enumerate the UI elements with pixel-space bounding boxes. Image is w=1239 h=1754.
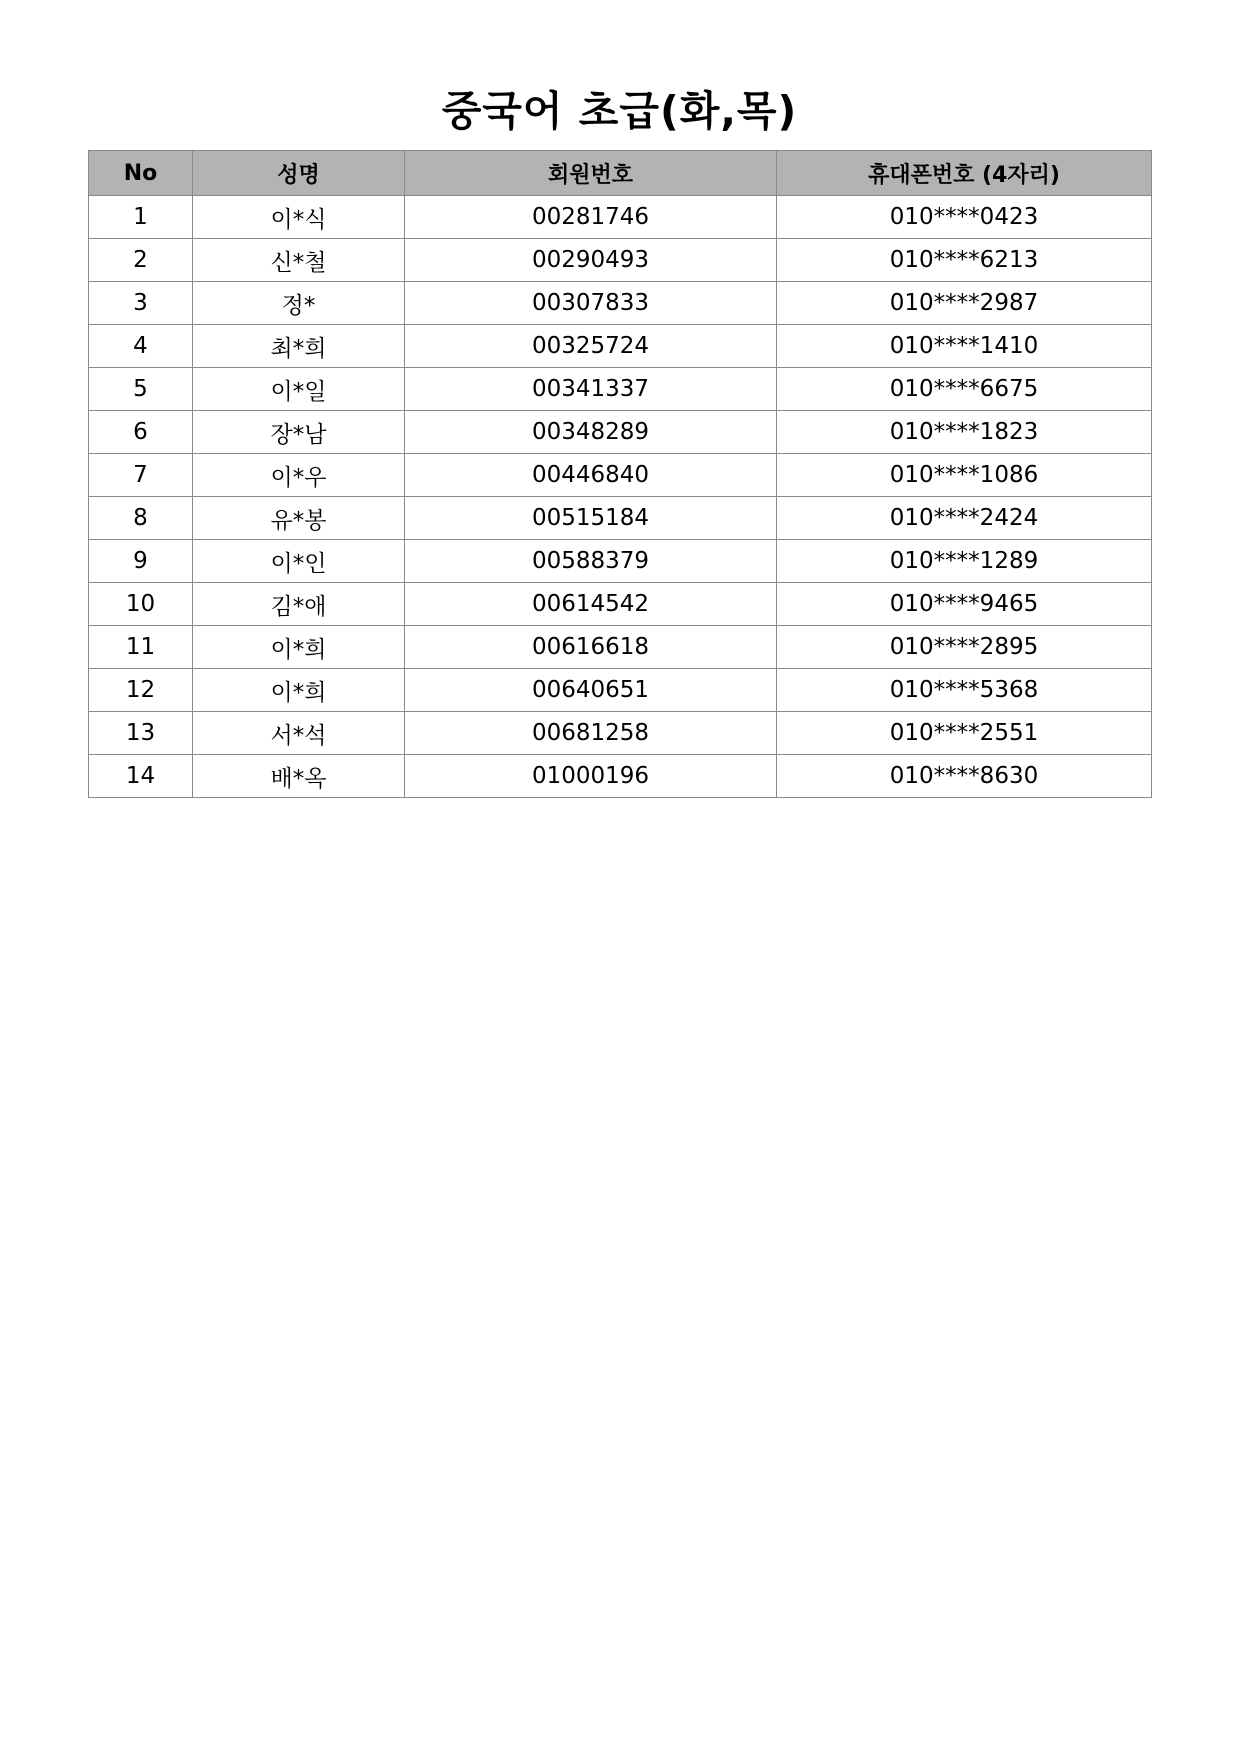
cell-phone: 010****1410: [777, 325, 1152, 368]
table-row: [89, 196, 1152, 239]
table-row: [89, 497, 1152, 540]
cell-no: 13: [89, 712, 193, 755]
table-row: [89, 411, 1152, 454]
cell-name: 신*철: [193, 239, 405, 282]
cell-member-number: 00640651: [405, 669, 777, 712]
table-row: [89, 669, 1152, 712]
cell-member-number: 00614542: [405, 583, 777, 626]
cell-phone: 010****1086: [777, 454, 1152, 497]
cell-phone: 010****2987: [777, 282, 1152, 325]
cell-member-number: 00325724: [405, 325, 777, 368]
cell-name: 이*인: [193, 540, 405, 583]
cell-member-number: 00341337: [405, 368, 777, 411]
cell-no: 5: [89, 368, 193, 411]
cell-member-number: 00281746: [405, 196, 777, 239]
cell-phone: 010****2424: [777, 497, 1152, 540]
cell-name: 배*옥: [193, 755, 405, 798]
cell-member-number: 00515184: [405, 497, 777, 540]
cell-no: 2: [89, 239, 193, 282]
cell-phone: 010****8630: [777, 755, 1152, 798]
table-row: [89, 712, 1152, 755]
cell-no: 8: [89, 497, 193, 540]
column-header-name: 성명: [193, 151, 405, 196]
cell-name: 김*애: [193, 583, 405, 626]
cell-phone: 010****2551: [777, 712, 1152, 755]
cell-phone: 010****0423: [777, 196, 1152, 239]
cell-no: 12: [89, 669, 193, 712]
table-row: [89, 325, 1152, 368]
cell-phone: 010****6213: [777, 239, 1152, 282]
cell-phone: 010****1823: [777, 411, 1152, 454]
cell-phone: 010****2895: [777, 626, 1152, 669]
cell-member-number: 00446840: [405, 454, 777, 497]
table-row: [89, 755, 1152, 798]
cell-member-number: 00681258: [405, 712, 777, 755]
cell-name: 서*석: [193, 712, 405, 755]
page-title: 중국어 초급(화,목): [441, 87, 798, 135]
table-row: [89, 239, 1152, 282]
cell-no: 3: [89, 282, 193, 325]
cell-name: 장*남: [193, 411, 405, 454]
table-row: [89, 583, 1152, 626]
cell-phone: 010****1289: [777, 540, 1152, 583]
table-row: [89, 454, 1152, 497]
column-header-phone: 휴대폰번호 (4자리): [777, 151, 1152, 196]
cell-name: 정*: [193, 282, 405, 325]
member-table: [88, 150, 1152, 798]
cell-no: 4: [89, 325, 193, 368]
column-header-no: No: [89, 151, 193, 196]
cell-member-number: 00588379: [405, 540, 777, 583]
column-header-member-number: 회원번호: [405, 151, 777, 196]
cell-no: 6: [89, 411, 193, 454]
cell-no: 9: [89, 540, 193, 583]
cell-member-number: 00616618: [405, 626, 777, 669]
cell-no: 11: [89, 626, 193, 669]
cell-name: 이*희: [193, 626, 405, 669]
cell-no: 14: [89, 755, 193, 798]
cell-member-number: 00307833: [405, 282, 777, 325]
cell-member-number: 00290493: [405, 239, 777, 282]
table-row: [89, 368, 1152, 411]
cell-member-number: 01000196: [405, 755, 777, 798]
cell-phone: 010****5368: [777, 669, 1152, 712]
cell-no: 1: [89, 196, 193, 239]
cell-name: 유*봉: [193, 497, 405, 540]
cell-name: 최*희: [193, 325, 405, 368]
table-row: [89, 282, 1152, 325]
cell-name: 이*식: [193, 196, 405, 239]
cell-member-number: 00348289: [405, 411, 777, 454]
cell-name: 이*희: [193, 669, 405, 712]
cell-no: 7: [89, 454, 193, 497]
cell-phone: 010****6675: [777, 368, 1152, 411]
table-header-row: [89, 151, 1152, 196]
table-row: [89, 626, 1152, 669]
cell-no: 10: [89, 583, 193, 626]
cell-name: 이*일: [193, 368, 405, 411]
table-row: [89, 540, 1152, 583]
cell-phone: 010****9465: [777, 583, 1152, 626]
cell-name: 이*우: [193, 454, 405, 497]
